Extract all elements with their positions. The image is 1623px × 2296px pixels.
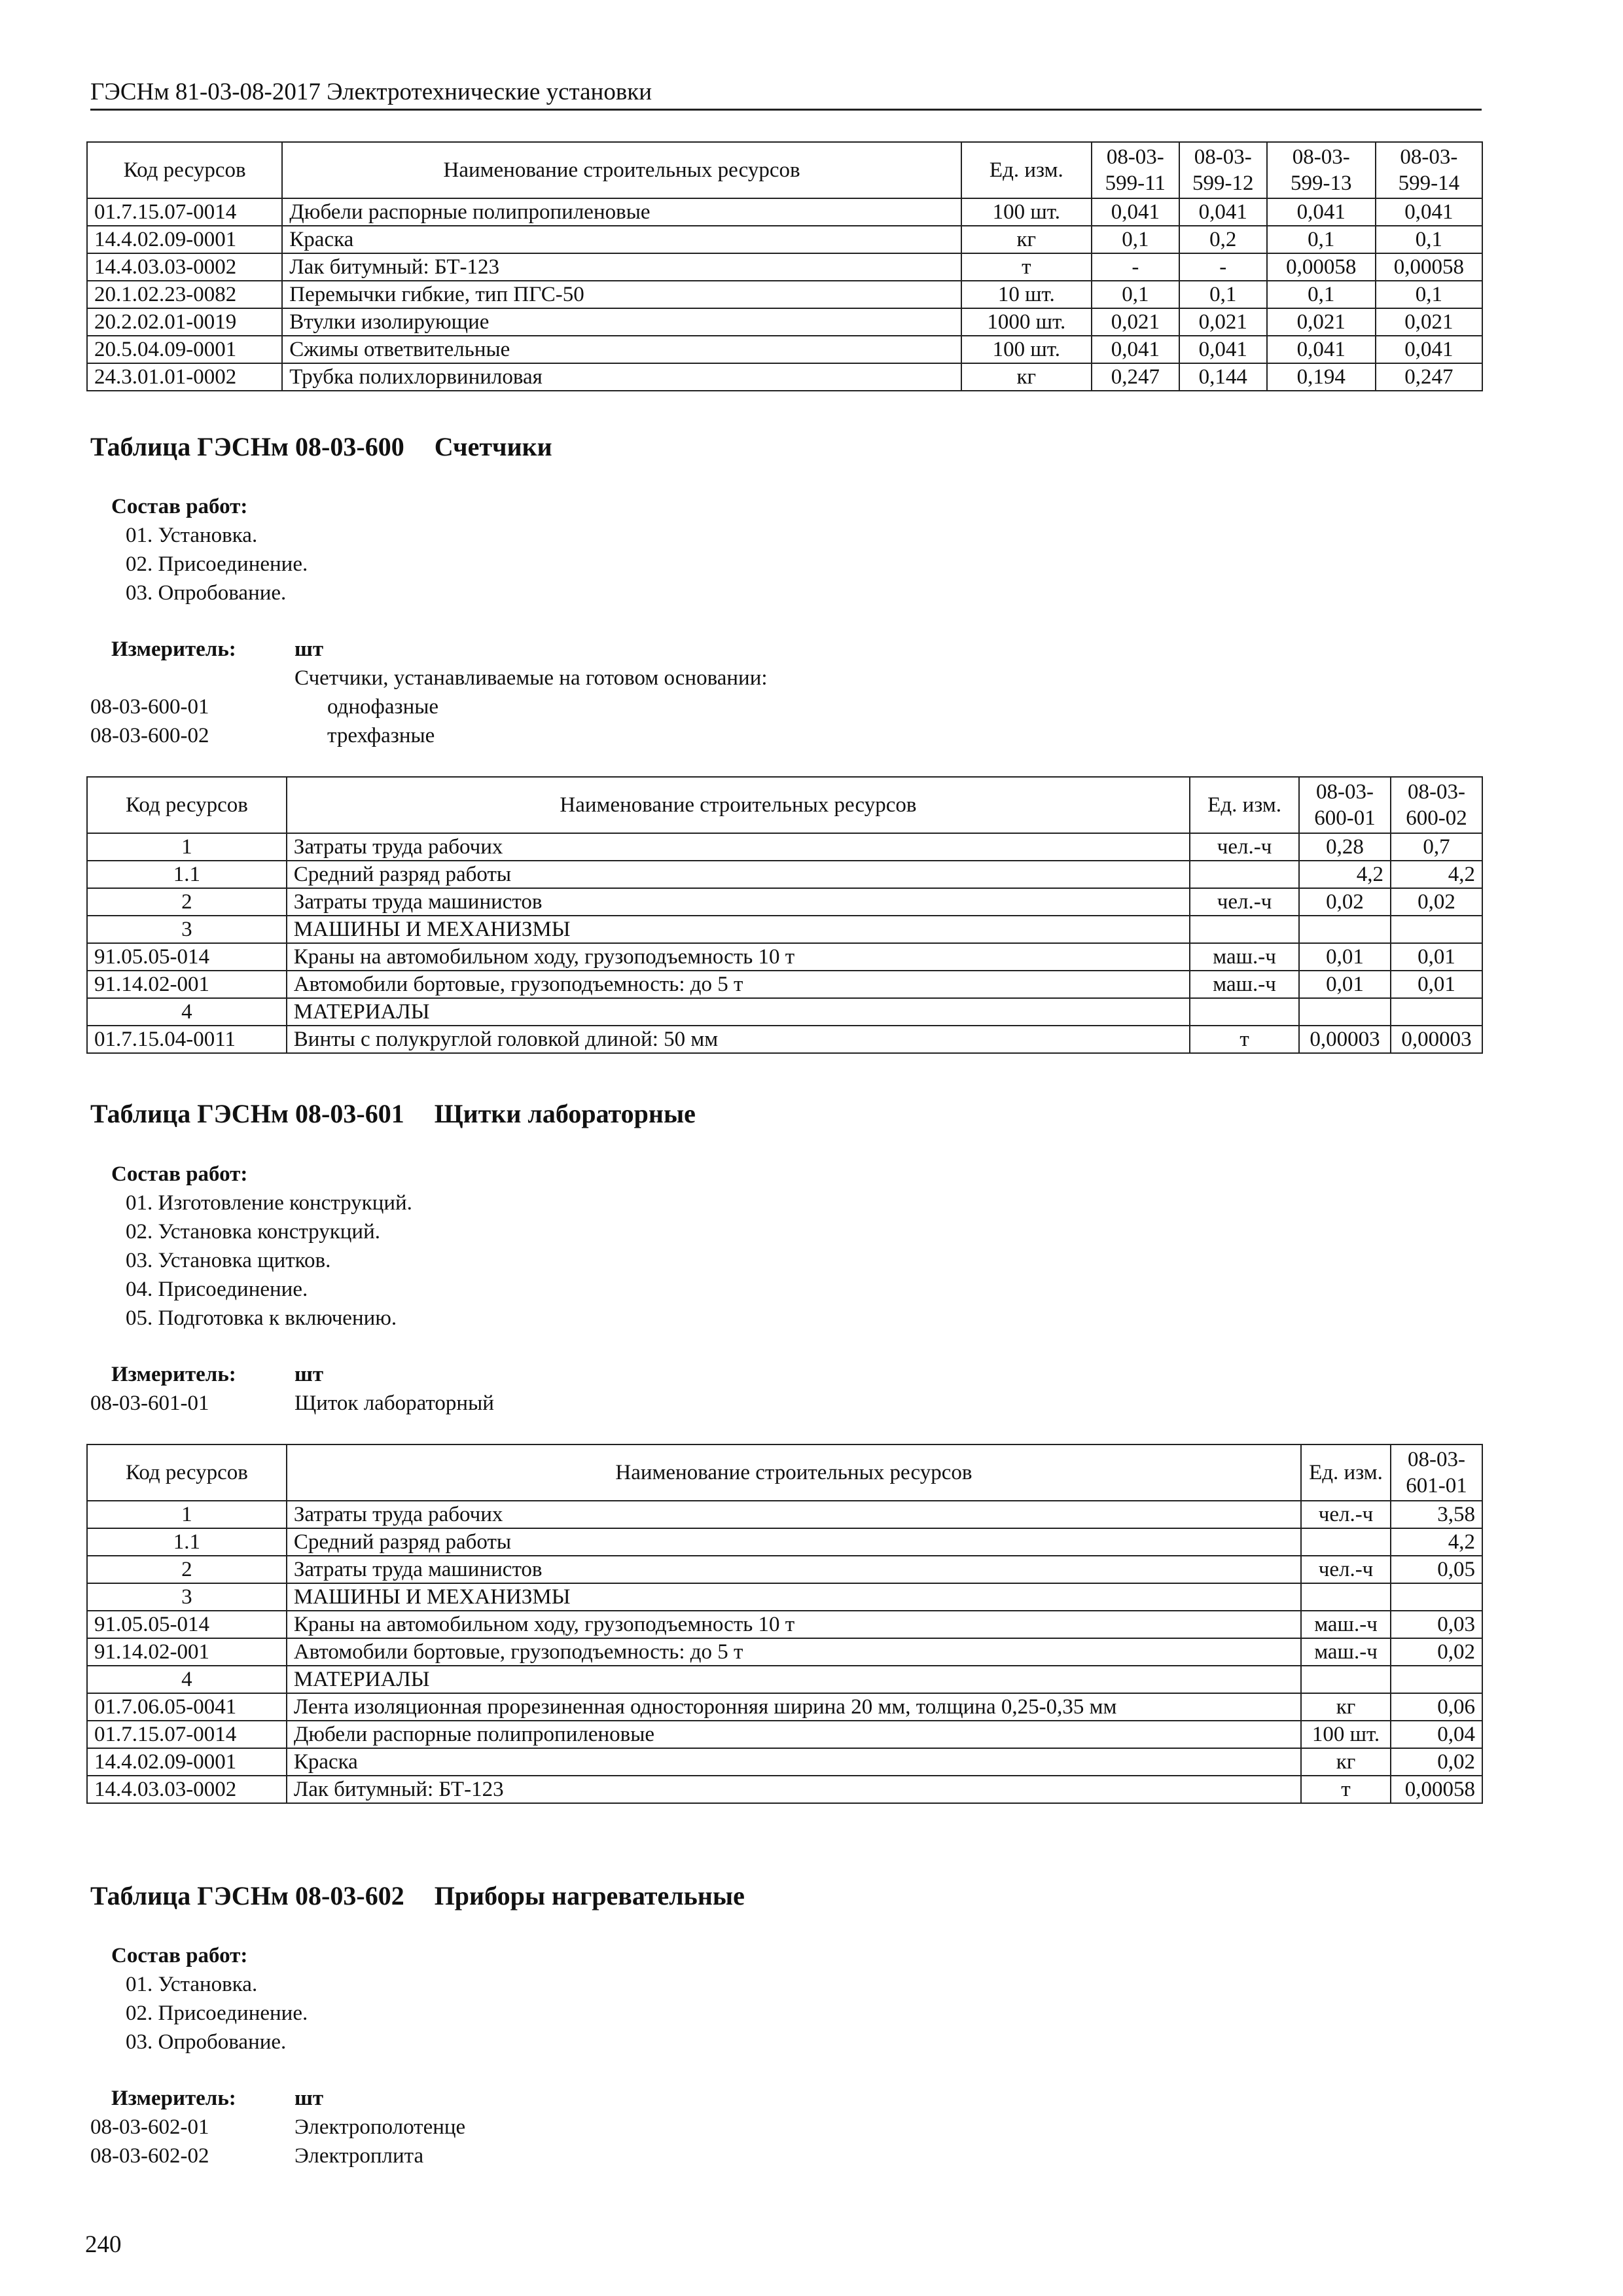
table-row xyxy=(87,336,1482,363)
header-code: Код ресурсов xyxy=(87,1444,287,1501)
header-name: Наименование строительных ресурсов xyxy=(287,1444,1301,1501)
resource-name: Краны на автомобильном ходу, грузоподъемность 10 т xyxy=(287,943,1190,971)
work-item: 01. Установка. xyxy=(126,524,258,547)
resource-value: 0,1 xyxy=(1267,226,1376,253)
header-col-1: 08-03-599-11 xyxy=(1092,142,1179,198)
resource-code: 01.7.06.05-0041 xyxy=(87,1693,287,1721)
header-col-3: 08-03-599-13 xyxy=(1267,142,1376,198)
measure-block-601 xyxy=(90,1360,1072,1418)
resource-code: 3 xyxy=(87,1583,287,1611)
resource-value: 0,06 xyxy=(1391,1693,1482,1721)
resource-unit: маш.-ч xyxy=(1190,971,1299,998)
measure-unit: шт xyxy=(294,637,324,661)
table-row xyxy=(87,1693,1482,1721)
resource-name: Автомобили бортовые, грузоподъемность: до 5 т xyxy=(287,1638,1301,1666)
resource-code: 20.5.04.09-0001 xyxy=(87,336,282,363)
table-row xyxy=(87,1748,1482,1776)
resource-unit: 1000 шт. xyxy=(961,308,1092,336)
resource-code: 14.4.03.03-0002 xyxy=(87,1776,287,1803)
resource-code: 20.2.02.01-0019 xyxy=(87,308,282,336)
work-item: 01. Изготовление конструкций. xyxy=(126,1191,412,1215)
group-note: Счетчики, устанавливаемые на готовом основании: xyxy=(294,666,768,690)
resource-unit: 100 шт. xyxy=(961,336,1092,363)
resource-name: Автомобили бортовые, грузоподъемность: до 5 т xyxy=(287,971,1190,998)
measure-block-600 xyxy=(90,635,1072,750)
work-label: Состав работ: xyxy=(111,1944,248,1967)
resource-name: МАШИНЫ И МЕХАНИЗМЫ xyxy=(287,1583,1301,1611)
resource-value: 0,041 xyxy=(1092,336,1179,363)
resource-value: 0,041 xyxy=(1267,198,1376,226)
table-row xyxy=(87,281,1482,308)
resource-code: 4 xyxy=(87,1666,287,1693)
resource-unit: маш.-ч xyxy=(1190,943,1299,971)
resource-unit: т xyxy=(1301,1776,1391,1803)
table-row xyxy=(87,198,1482,226)
resource-code: 14.4.02.09-0001 xyxy=(87,1748,287,1776)
running-head: ГЭСНм 81-03-08-2017 Электротехнические установки xyxy=(90,77,1482,111)
measure-unit: шт xyxy=(294,2087,324,2110)
work-item: 01. Установка. xyxy=(126,1973,258,1996)
header-unit: Ед. изм. xyxy=(1301,1444,1391,1501)
table-row xyxy=(87,998,1482,1026)
resource-value: 0,04 xyxy=(1391,1721,1482,1748)
resource-unit: маш.-ч xyxy=(1301,1611,1391,1638)
table-row xyxy=(87,1638,1482,1666)
resource-value: 0,00003 xyxy=(1299,1026,1391,1053)
resource-value: 0,00003 xyxy=(1391,1026,1482,1053)
table-row xyxy=(87,1666,1482,1693)
resource-unit xyxy=(1301,1528,1391,1556)
resource-name: Средний разряд работы xyxy=(287,861,1190,888)
resource-value: 0,1 xyxy=(1092,226,1179,253)
table-subtitle: Приборы нагревательные xyxy=(434,1881,745,1910)
work-item: 02. Установка конструкций. xyxy=(126,1220,381,1244)
resource-value: 0,05 xyxy=(1391,1556,1482,1583)
table-row xyxy=(87,1776,1482,1803)
item-name: трехфазные xyxy=(327,724,435,747)
resource-value xyxy=(1391,1666,1482,1693)
resource-value: 0,00058 xyxy=(1267,253,1376,281)
resource-unit xyxy=(1301,1583,1391,1611)
header-code: Код ресурсов xyxy=(87,777,287,833)
resource-name: Затраты труда машинистов xyxy=(287,888,1190,916)
resource-code: 91.14.02-001 xyxy=(87,1638,287,1666)
resource-code: 2 xyxy=(87,1556,287,1583)
resource-value: 0,144 xyxy=(1179,363,1267,391)
resource-value: 0,247 xyxy=(1376,363,1482,391)
table-row xyxy=(87,253,1482,281)
resource-value: 0,021 xyxy=(1376,308,1482,336)
resource-unit: чел.-ч xyxy=(1190,888,1299,916)
resource-code: 91.14.02-001 xyxy=(87,971,287,998)
resource-unit: т xyxy=(1190,1026,1299,1053)
resource-value: 0,021 xyxy=(1092,308,1179,336)
resource-unit: кг xyxy=(1301,1693,1391,1721)
item-code: 08-03-601-01 xyxy=(90,1391,209,1415)
resource-value: 0,01 xyxy=(1299,971,1391,998)
resource-unit xyxy=(1190,916,1299,943)
table-row xyxy=(87,888,1482,916)
resource-code: 01.7.15.07-0014 xyxy=(87,198,282,226)
item-code: 08-03-602-02 xyxy=(90,2144,209,2168)
resource-value: 0,01 xyxy=(1391,971,1482,998)
resource-value: 0,01 xyxy=(1391,943,1482,971)
resource-value: 4,2 xyxy=(1391,861,1482,888)
resource-name: Дюбели распорные полипропиленовые xyxy=(287,1721,1301,1748)
resource-value: 4,2 xyxy=(1299,861,1391,888)
resource-code: 91.05.05-014 xyxy=(87,1611,287,1638)
resource-code: 20.1.02.23-0082 xyxy=(87,281,282,308)
resource-name: Втулки изолирующие xyxy=(282,308,961,336)
resource-name: Краска xyxy=(282,226,961,253)
work-item: 05. Подготовка к включению. xyxy=(126,1306,397,1330)
resource-name: Трубка полихлорвиниловая xyxy=(282,363,961,391)
resource-value: 0,194 xyxy=(1267,363,1376,391)
resource-unit: чел.-ч xyxy=(1190,833,1299,861)
resource-value: 0,041 xyxy=(1267,336,1376,363)
work-item: 03. Опробование. xyxy=(126,2030,287,2054)
work-item: 02. Присоединение. xyxy=(126,552,308,576)
resource-name: МАТЕРИАЛЫ xyxy=(287,998,1190,1026)
resource-code: 24.3.01.01-0002 xyxy=(87,363,282,391)
resource-unit: кг xyxy=(1301,1748,1391,1776)
resource-code: 1.1 xyxy=(87,1528,287,1556)
resource-unit: кг xyxy=(961,363,1092,391)
resource-value: 0,021 xyxy=(1267,308,1376,336)
resource-unit: 100 шт. xyxy=(961,198,1092,226)
resource-code: 4 xyxy=(87,998,287,1026)
table-row xyxy=(87,1556,1482,1583)
table-row xyxy=(87,916,1482,943)
table-row xyxy=(87,833,1482,861)
resource-value: 0,7 xyxy=(1391,833,1482,861)
resource-name: МАТЕРИАЛЫ xyxy=(287,1666,1301,1693)
resource-unit: 10 шт. xyxy=(961,281,1092,308)
resource-name: Краска xyxy=(287,1748,1301,1776)
table-row xyxy=(87,1528,1482,1556)
item-name: Щиток лабораторный xyxy=(294,1391,494,1415)
table-row xyxy=(87,971,1482,998)
resource-name: Краны на автомобильном ходу, грузоподъемность 10 т xyxy=(287,1611,1301,1638)
table-title-600 xyxy=(90,431,552,463)
measure-block-602 xyxy=(90,2084,1072,2170)
resource-unit xyxy=(1190,861,1299,888)
table-row xyxy=(87,1501,1482,1528)
item-code: 08-03-602-01 xyxy=(90,2115,209,2139)
resource-code: 01.7.15.07-0014 xyxy=(87,1721,287,1748)
header-code: Код ресурсов xyxy=(87,142,282,198)
work-item: 03. Установка щитков. xyxy=(126,1249,331,1272)
resource-code: 1 xyxy=(87,1501,287,1528)
resource-value xyxy=(1299,998,1391,1026)
resource-value xyxy=(1391,998,1482,1026)
resource-name: Лак битумный: БТ-123 xyxy=(287,1776,1301,1803)
resource-value: 0,021 xyxy=(1179,308,1267,336)
table-title-601 xyxy=(90,1098,696,1130)
resource-value: 0,1 xyxy=(1092,281,1179,308)
table-subtitle: Щитки лабораторные xyxy=(434,1099,696,1128)
resource-value: 0,02 xyxy=(1299,888,1391,916)
work-composition-601 xyxy=(111,1160,412,1333)
resource-value: - xyxy=(1179,253,1267,281)
page-number: 240 xyxy=(85,2231,122,2258)
resource-value: 0,1 xyxy=(1376,226,1482,253)
table-body xyxy=(87,198,1482,391)
header-col-1: 08-03-601-01 xyxy=(1391,1444,1482,1501)
measure-label: Измеритель: xyxy=(111,1363,236,1386)
measure-unit: шт xyxy=(294,1363,324,1386)
resource-unit xyxy=(1301,1666,1391,1693)
resource-value: 0,041 xyxy=(1092,198,1179,226)
header-name: Наименование строительных ресурсов xyxy=(282,142,961,198)
resource-value: 0,247 xyxy=(1092,363,1179,391)
resources-table-600 xyxy=(86,776,1483,1054)
resource-name: Дюбели распорные полипропиленовые xyxy=(282,198,961,226)
work-item: 04. Присоединение. xyxy=(126,1278,308,1301)
resource-code: 2 xyxy=(87,888,287,916)
resource-value: 3,58 xyxy=(1391,1501,1482,1528)
table-number: Таблица ГЭСНм 08-03-600 xyxy=(90,432,404,461)
table-row xyxy=(87,943,1482,971)
table-row xyxy=(87,1611,1482,1638)
work-item: 03. Опробование. xyxy=(126,581,287,605)
work-label: Состав работ: xyxy=(111,1162,248,1186)
resource-unit: кг xyxy=(961,226,1092,253)
table-row xyxy=(87,1583,1482,1611)
item-code: 08-03-600-01 xyxy=(90,695,209,719)
resource-name: Затраты труда рабочих xyxy=(287,833,1190,861)
resources-table-601 xyxy=(86,1444,1483,1804)
resource-value: 0,00058 xyxy=(1391,1776,1482,1803)
header-col-1: 08-03-600-01 xyxy=(1299,777,1391,833)
resource-value xyxy=(1391,1583,1482,1611)
item-name: однофазные xyxy=(327,695,439,719)
resource-code: 91.05.05-014 xyxy=(87,943,287,971)
item-name: Электрополотенце xyxy=(294,2115,466,2139)
table-body xyxy=(87,1501,1482,1803)
header-col-2: 08-03-600-02 xyxy=(1391,777,1482,833)
item-name: Электроплита xyxy=(294,2144,424,2168)
resource-unit: чел.-ч xyxy=(1301,1501,1391,1528)
resource-value: 0,041 xyxy=(1179,336,1267,363)
resource-value: 0,02 xyxy=(1391,1748,1482,1776)
table-row xyxy=(87,1026,1482,1053)
work-item: 02. Присоединение. xyxy=(126,2001,308,2025)
resource-value: 0,1 xyxy=(1179,281,1267,308)
table-number: Таблица ГЭСНм 08-03-602 xyxy=(90,1881,404,1910)
resource-name: Сжимы ответвительные xyxy=(282,336,961,363)
resource-value: 0,02 xyxy=(1391,888,1482,916)
measure-label: Измеритель: xyxy=(111,637,236,661)
resource-name: МАШИНЫ И МЕХАНИЗМЫ xyxy=(287,916,1190,943)
resource-value: 0,03 xyxy=(1391,1611,1482,1638)
header-col-4: 08-03-599-14 xyxy=(1376,142,1482,198)
item-code: 08-03-600-02 xyxy=(90,724,209,747)
resource-name: Затраты труда рабочих xyxy=(287,1501,1301,1528)
resource-value: 0,28 xyxy=(1299,833,1391,861)
resource-name: Винты с полукруглой головкой длиной: 50 мм xyxy=(287,1026,1190,1053)
resource-value: 0,041 xyxy=(1376,336,1482,363)
resource-name: Затраты труда машинистов xyxy=(287,1556,1301,1583)
resource-value: 0,01 xyxy=(1299,943,1391,971)
work-composition-602 xyxy=(111,1941,308,2056)
resource-name: Средний разряд работы xyxy=(287,1528,1301,1556)
table-number: Таблица ГЭСНм 08-03-601 xyxy=(90,1099,404,1128)
table-row xyxy=(87,226,1482,253)
resource-unit: маш.-ч xyxy=(1301,1638,1391,1666)
resource-name: Лак битумный: БТ-123 xyxy=(282,253,961,281)
table-body xyxy=(87,833,1482,1053)
resource-value: 0,041 xyxy=(1376,198,1482,226)
resources-table-599 xyxy=(86,141,1483,391)
resource-value xyxy=(1299,916,1391,943)
resource-code: 1.1 xyxy=(87,861,287,888)
table-subtitle: Счетчики xyxy=(434,432,552,461)
resource-value: 0,02 xyxy=(1391,1638,1482,1666)
table-title-602 xyxy=(90,1880,745,1912)
resource-unit: 100 шт. xyxy=(1301,1721,1391,1748)
resource-value xyxy=(1391,916,1482,943)
resource-value: 0,00058 xyxy=(1376,253,1482,281)
resource-code: 3 xyxy=(87,916,287,943)
resource-value: 0,2 xyxy=(1179,226,1267,253)
header-unit: Ед. изм. xyxy=(1190,777,1299,833)
header-col-2: 08-03-599-12 xyxy=(1179,142,1267,198)
resource-value: 0,1 xyxy=(1376,281,1482,308)
header-unit: Ед. изм. xyxy=(961,142,1092,198)
work-composition-600 xyxy=(111,492,308,607)
resource-unit: чел.-ч xyxy=(1301,1556,1391,1583)
resource-value: 0,1 xyxy=(1267,281,1376,308)
resource-unit xyxy=(1190,998,1299,1026)
table-row xyxy=(87,861,1482,888)
table-row xyxy=(87,1721,1482,1748)
resource-code: 14.4.03.03-0002 xyxy=(87,253,282,281)
table-row xyxy=(87,308,1482,336)
resource-value: 0,041 xyxy=(1179,198,1267,226)
header-name: Наименование строительных ресурсов xyxy=(287,777,1190,833)
resource-name: Перемычки гибкие, тип ПГС-50 xyxy=(282,281,961,308)
resource-value: - xyxy=(1092,253,1179,281)
resource-unit: т xyxy=(961,253,1092,281)
resource-value: 4,2 xyxy=(1391,1528,1482,1556)
resource-code: 01.7.15.04-0011 xyxy=(87,1026,287,1053)
table-row xyxy=(87,363,1482,391)
work-label: Состав работ: xyxy=(111,495,248,518)
measure-label: Измеритель: xyxy=(111,2087,236,2110)
resource-code: 1 xyxy=(87,833,287,861)
resource-name: Лента изоляционная прорезиненная односторонняя ширина 20 мм, толщина 0,25-0,35 мм xyxy=(287,1693,1301,1721)
resource-code: 14.4.02.09-0001 xyxy=(87,226,282,253)
